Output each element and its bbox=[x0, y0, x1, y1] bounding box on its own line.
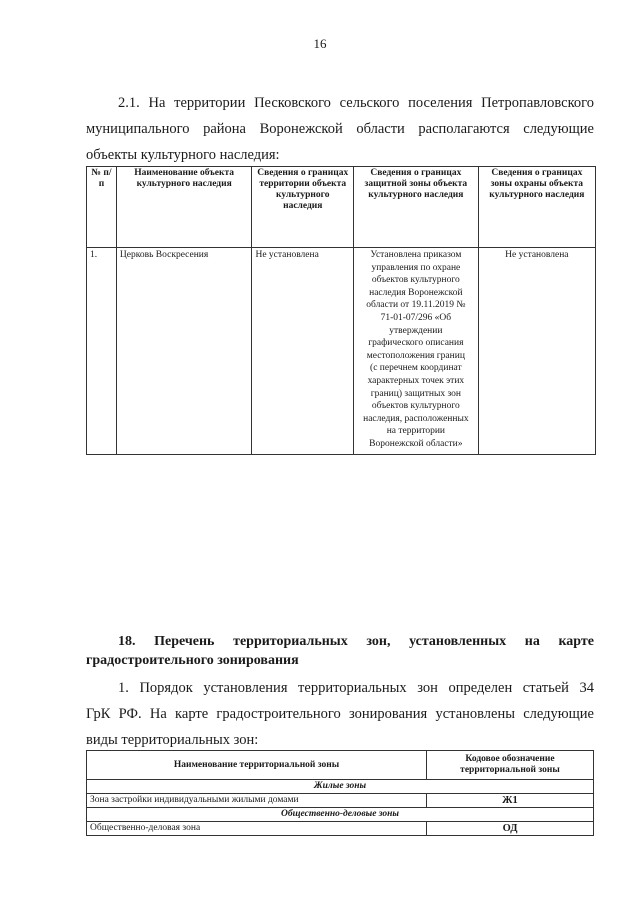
group-row bbox=[87, 808, 594, 822]
paragraph-line: 1. Порядок установления территориальных зон определен статьей 34 bbox=[118, 680, 594, 696]
table-header-row bbox=[87, 167, 596, 248]
group-title: Общественно-деловые зоны bbox=[87, 808, 594, 822]
intro-line: 2.1. На территории Песковского сельского поселения Петропавловского bbox=[118, 95, 594, 111]
intro-line: объекты культурного наследия: bbox=[86, 147, 280, 163]
zone-name-cell: Зона застройки индивидуальными жилыми домами bbox=[87, 794, 427, 808]
cell-name: Церковь Воскресения bbox=[116, 248, 252, 455]
intro-paragraph bbox=[86, 90, 594, 168]
cell-number: 1. bbox=[87, 248, 117, 455]
zone-code-cell: ОД bbox=[427, 822, 594, 836]
column-header-protective-zone: Сведения о границах защитной зоны объекта культурного наследия bbox=[354, 167, 479, 248]
column-header-zone-code: Кодовое обозначение территориальной зоны bbox=[427, 751, 594, 780]
group-row bbox=[87, 780, 594, 794]
column-header-zone-name: Наименование территориальной зоны bbox=[87, 751, 427, 780]
section-heading bbox=[86, 632, 594, 670]
heritage-objects-table bbox=[86, 166, 596, 455]
zone-name-cell: Общественно-деловая зона bbox=[87, 822, 427, 836]
table-row bbox=[87, 794, 594, 808]
column-header-security-zone: Сведения о границах зоны охраны объекта культурного наследия bbox=[478, 167, 595, 248]
intro-line: муниципального района Воронежской области располагаются следующие bbox=[86, 121, 594, 137]
paragraph-line: ГрК РФ. На карте градостроительного зонирования установлены следующие bbox=[86, 706, 594, 722]
cell-territory: Не установлена bbox=[252, 248, 354, 455]
column-header-number: № п/п bbox=[87, 167, 117, 248]
table-row bbox=[87, 248, 596, 455]
page-number: 16 bbox=[313, 36, 327, 51]
table-row bbox=[87, 822, 594, 836]
group-title: Жилые зоны bbox=[87, 780, 594, 794]
cell-protective-zone: Установлена приказом управления по охране объектов культурного наследия Воронежской области от 19.11.2019 № 71-01-07/296 «Об утверждении графического описания местоположения границ (с перечнем координат характерных точек этих границ) защитных зон объектов культурного наследия, расположенных на территории Воронежской области» bbox=[354, 248, 479, 455]
table-header-row bbox=[87, 751, 594, 780]
heading-line: градостроительного зонирования bbox=[86, 653, 299, 668]
column-header-territory: Сведения о границах территории объекта культурного наследия bbox=[252, 167, 354, 248]
column-header-name: Наименование объекта культурного наследия bbox=[116, 167, 252, 248]
cell-security-zone: Не установлена bbox=[478, 248, 595, 455]
zone-code-cell: Ж1 bbox=[427, 794, 594, 808]
paragraph-line: виды территориальных зон: bbox=[86, 732, 259, 748]
section-paragraph bbox=[86, 675, 594, 753]
heading-line: 18. Перечень территориальных зон, установленных на карте bbox=[118, 634, 594, 649]
territorial-zones-table bbox=[86, 750, 594, 836]
